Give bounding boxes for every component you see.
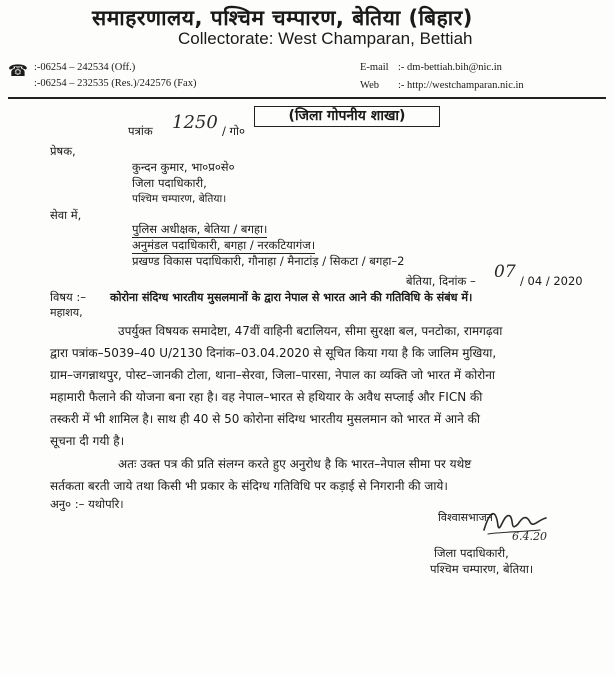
recipient-line-1: पुलिस अधीक्षक, बेतिया / बगहा। (132, 222, 268, 236)
recipient-line-2: अनुमंडल पदाधिकारी, बगहा / नरकटियागंज। (132, 238, 316, 252)
body-line-6: सूचना दी गयी है। (50, 434, 125, 448)
sender-location: पश्चिम चम्पारण, बेतिया। (132, 193, 227, 205)
signature-date: 6.4.20 (512, 530, 547, 543)
branch-label: (जिला गोपनीय शाखा) (254, 106, 440, 127)
phone-res-fax: :-06254 – 232535 (Res.)/242576 (Fax) (34, 78, 197, 89)
sender-label: प्रेषक, (50, 144, 76, 158)
sender-designation: जिला पदाधिकारी, (132, 176, 207, 190)
date-prefix: बेतिया, दिनांक – (406, 274, 476, 288)
phone-office: :-06254 – 242534 (Off.) (34, 62, 136, 73)
recipients-label: सेवा में, (50, 208, 82, 222)
email-value: :- dm-bettiah.bih@nic.in (398, 62, 502, 73)
body-line-5: तस्करी में भी शामिल है। साथ ही 40 से 50 कोरोना संदिग्ध भारतीय मुसलमान को भारत में आने की (50, 412, 480, 426)
body-line-4: महामारी फैलाने की योजना बना रहा है। वह नेपाल–भारत से हथियार के अवैध सप्लाई और FICN की (50, 390, 483, 404)
web-label: Web (360, 80, 379, 91)
reference-number: 1250 (172, 112, 218, 133)
recipient-line-3: प्रखण्ड विकास पदाधिकारी, गौनाहा / मैनाटांड़ / सिकटा / बगहा–2 (132, 254, 405, 268)
body-line-3: ग्राम–जगन्नाथपुर, पोस्ट–जानकी टोला, थाना–सेरवा, जिला–पारसा, नेपाल का व्यक्ति जो भारत में कोरोना (50, 368, 496, 382)
collectorate-english-title: Collectorate: West Champaran, Bettiah (178, 29, 473, 48)
body-line-7: अतः उक्त पत्र की प्रति संलग्न करते हुए अनुरोध है कि भारत–नेपाल सीमा पर यथेष्ट (118, 457, 472, 471)
signature-designation: जिला पदाधिकारी, (434, 546, 509, 560)
sender-name: कुन्दन कुमार, भा०प्र०से० (132, 160, 235, 174)
salutation: महाशय, (50, 306, 83, 319)
closing-text: विश्वासभाजन (438, 511, 493, 524)
subject-label: विषय :– (50, 290, 86, 304)
reference-suffix: / गो० (222, 124, 245, 138)
enclosure-note: अनु० :– यथोपरि। (50, 497, 124, 511)
body-line-2: द्वारा पत्रांक–5039–40 U/2130 दिनांक–03.04.2020 से सूचित किया गया है कि जालिम मुखिया, (50, 346, 497, 360)
telephone-icon: ☎ (8, 61, 28, 80)
collectorate-hindi-title: समाहरणालय, पश्चिम चम्पारण, बेतिया (बिहार) (92, 6, 473, 30)
signature-location: पश्चिम चम्पारण, बेतिया। (430, 562, 534, 576)
subject-text: कोरोना संदिग्ध भारतीय मुसलमानों के द्वारा नेपाल से भारत आने की गतिविधि के संबंध में। (110, 291, 473, 304)
body-line-1: उपर्युक्त विषयक समादेष्टा, 47वीं वाहिनी बटालियन, सीमा सुरक्षा बल, पनटोका, रामगढ़वा (118, 324, 503, 338)
email-label: E-mail (360, 62, 389, 73)
date-day: 07 (494, 262, 516, 282)
date-rest: / 04 / 2020 (520, 274, 583, 288)
body-line-8: सर्तकता बरती जाये तथा किसी भी प्रकार के संदिग्ध गतिविधि पर कड़ाई से निगरानी की जाये। (50, 479, 448, 493)
web-value: :- http://westchamparan.nic.in (398, 80, 524, 91)
header-divider (8, 97, 606, 99)
reference-label: पत्रांक (128, 124, 153, 138)
